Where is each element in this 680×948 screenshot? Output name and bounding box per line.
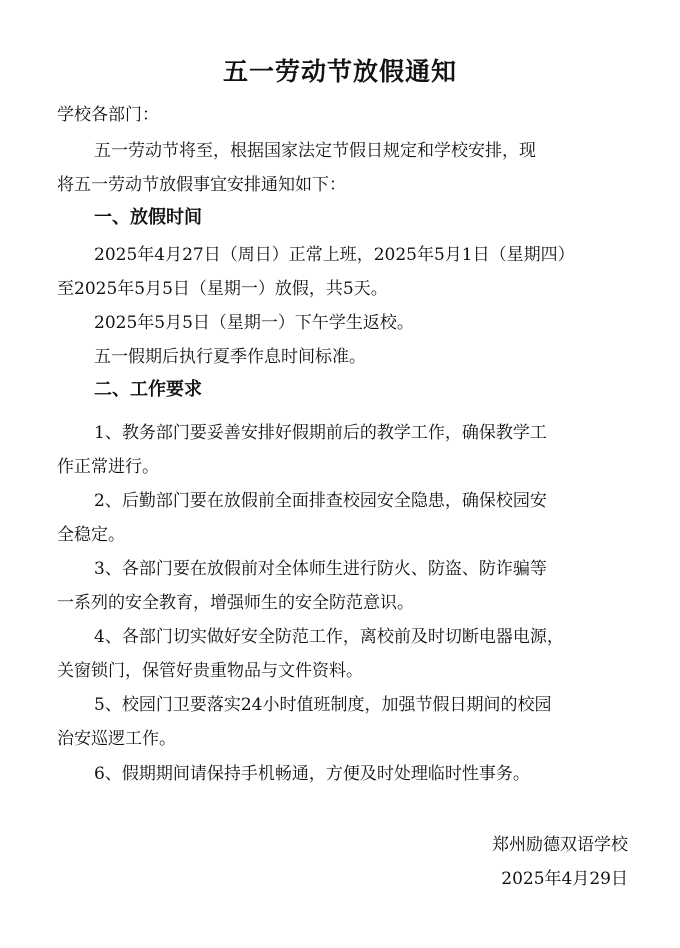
requirement-3-line-2: 一系列的安全教育，增强师生的安全防范意识。: [57, 593, 414, 613]
intro-line-2: 将五一劳动节放假事宜安排通知如下：: [57, 175, 346, 195]
intro-line-1: 五一劳动节将至，根据国家法定节假日规定和学校安排，现: [94, 141, 536, 161]
holiday-paragraph-line-2: 至2025年5月5日（星期一）放假，共5天。: [57, 279, 388, 299]
requirement-6-line-1: 6、假期期间请保持手机畅通，方便及时处理临时性事务。: [94, 764, 530, 784]
requirement-2-line-2: 全稳定。: [57, 525, 125, 545]
requirement-4-line-2: 关窗锁门，保管好贵重物品与文件资料。: [57, 661, 363, 681]
requirement-3-line-1: 3、各部门要在放假前对全体师生进行防火、防盗、防诈骗等: [94, 559, 547, 579]
holiday-schedule-paragraph: 五一假期后执行夏季作息时间标准。: [94, 347, 366, 367]
salutation: 学校各部门：: [57, 105, 159, 125]
requirement-5-line-1: 5、校园门卫要落实24小时值班制度，加强节假日期间的校园: [94, 695, 552, 715]
requirement-4-line-1: 4、各部门切实做好安全防范工作，离校前及时切断电器电源，: [94, 627, 564, 647]
holiday-return-paragraph: 2025年5月5日（星期一）下午学生返校。: [94, 313, 414, 333]
requirement-1-line-1: 1、教务部门要妥善安排好假期前后的教学工作，确保教学工: [94, 423, 547, 443]
section-heading-work-requirements: 二、工作要求: [94, 379, 202, 400]
holiday-paragraph-line-1: 2025年4月27日（周日）正常上班，2025年5月1日（星期四）: [94, 245, 575, 265]
requirement-1-line-2: 作正常进行。: [57, 457, 159, 477]
requirement-2-line-1: 2、后勤部门要在放假前全面排查校园安全隐患，确保校园安: [94, 491, 547, 511]
requirement-5-line-2: 治安巡逻工作。: [57, 729, 176, 749]
page-title: 五一劳动节放假通知: [222, 57, 457, 86]
signature-date: 2025年4月29日: [501, 869, 628, 889]
signature-organization: 郑州励德双语学校: [492, 835, 628, 855]
section-heading-holiday-time: 一、放假时间: [94, 207, 202, 228]
